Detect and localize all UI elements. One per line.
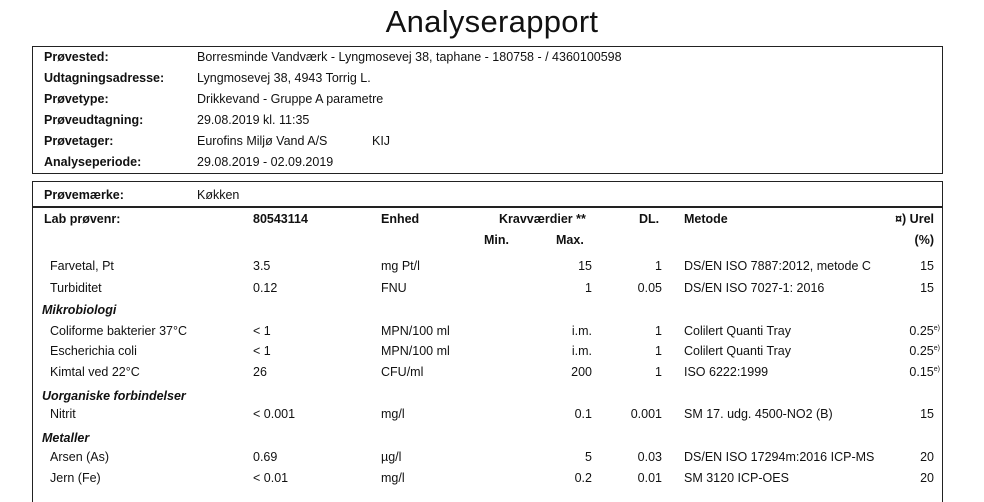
row-result: 0.69 bbox=[253, 450, 278, 464]
row-name: Escherichia coli bbox=[50, 344, 137, 358]
row-dl: 1 bbox=[655, 259, 662, 273]
urel-value: 20 bbox=[920, 450, 934, 464]
section-heading: Mikrobiologi bbox=[42, 303, 117, 317]
row-unit: CFU/ml bbox=[381, 365, 424, 379]
row-urel bbox=[870, 344, 940, 358]
urel-value: 15 bbox=[920, 281, 934, 295]
report-title: Analyserapport bbox=[385, 4, 599, 39]
urel-footnote: e) bbox=[933, 344, 940, 352]
row-unit: MPN/100 ml bbox=[381, 344, 450, 358]
col-lab: Lab prøvenr: bbox=[44, 212, 121, 226]
section-heading: Metaller bbox=[42, 431, 90, 445]
col-min: Min. bbox=[484, 233, 509, 247]
row-result: < 0.001 bbox=[253, 407, 296, 421]
urel-value: 0.15 bbox=[909, 365, 934, 379]
urel-value: 15 bbox=[920, 259, 934, 273]
urel-value: 0.25 bbox=[909, 324, 934, 338]
row-unit: mg/l bbox=[381, 471, 405, 485]
divider bbox=[32, 206, 942, 208]
header-value: 29.08.2019 kl. 11:35 bbox=[197, 113, 310, 127]
row-unit: FNU bbox=[381, 281, 407, 295]
row-name: Jern (Fe) bbox=[50, 471, 101, 485]
row-max: 5 bbox=[585, 450, 592, 464]
row-name: Arsen (As) bbox=[50, 450, 110, 464]
row-result: 26 bbox=[253, 365, 267, 379]
row-result: < 0.01 bbox=[253, 471, 289, 485]
row-dl: 1 bbox=[655, 365, 662, 379]
col-urel: ¤) Urel bbox=[895, 212, 934, 226]
urel-value: 0.25 bbox=[909, 344, 934, 358]
row-method: ISO 6222:1999 bbox=[684, 365, 769, 379]
row-max: 200 bbox=[571, 365, 592, 379]
header-value: Borresminde Vandværk - Lyngmosevej 38, taphane - 180758 - / 4360100598 bbox=[197, 50, 622, 64]
urel-value: 20 bbox=[920, 471, 934, 485]
row-method: Colilert Quanti Tray bbox=[684, 324, 791, 338]
header-value: Drikkevand - Gruppe A parametre bbox=[197, 92, 384, 106]
row-result: 0.12 bbox=[253, 281, 278, 295]
row-name: Kimtal ved 22°C bbox=[50, 365, 140, 379]
row-dl: 1 bbox=[655, 324, 662, 338]
row-max: 0.1 bbox=[574, 407, 592, 421]
row-unit: µg/l bbox=[381, 450, 402, 464]
marker-label: Prøvemærke: bbox=[44, 188, 124, 202]
row-urel bbox=[870, 259, 934, 273]
row-max: i.m. bbox=[571, 324, 592, 338]
row-urel bbox=[870, 450, 934, 464]
header-label: Analyseperiode: bbox=[44, 155, 142, 169]
header-label: Prøveudtagning: bbox=[44, 113, 144, 127]
col-labno: 80543114 bbox=[253, 212, 308, 226]
header-value: Lyngmosevej 38, 4943 Torrig L. bbox=[197, 71, 371, 85]
urel-value: 15 bbox=[920, 407, 934, 421]
row-name: Farvetal, Pt bbox=[50, 259, 114, 273]
row-method: SM 17. udg. 4500-NO2 (B) bbox=[684, 407, 833, 421]
row-urel bbox=[870, 281, 934, 295]
col-method: Metode bbox=[684, 212, 728, 226]
section-heading: Uorganiske forbindelser bbox=[42, 389, 186, 403]
row-dl: 0.03 bbox=[637, 450, 662, 464]
row-max: 1 bbox=[585, 281, 592, 295]
row-unit: mg Pt/l bbox=[381, 259, 420, 273]
col-max: Max. bbox=[556, 233, 584, 247]
row-method: DS/EN ISO 7027-1: 2016 bbox=[684, 281, 825, 295]
row-name: Nitrit bbox=[50, 407, 76, 421]
col-req: Kravværdier ** bbox=[499, 212, 586, 226]
col-dl: DL. bbox=[639, 212, 660, 226]
row-urel bbox=[870, 365, 940, 379]
row-max: 15 bbox=[578, 259, 592, 273]
row-urel bbox=[870, 407, 934, 421]
row-max: 0.2 bbox=[574, 471, 592, 485]
row-dl: 0.001 bbox=[630, 407, 662, 421]
row-dl: 0.05 bbox=[637, 281, 662, 295]
row-dl: 1 bbox=[655, 344, 662, 358]
header-value: Eurofins Miljø Vand A/S bbox=[197, 134, 328, 148]
row-name: Coliforme bakterier 37°C bbox=[50, 324, 187, 338]
header-label: Prøvetype: bbox=[44, 92, 109, 106]
header-label: Prøvested: bbox=[44, 50, 109, 64]
row-result: < 1 bbox=[253, 344, 271, 358]
row-method: Colilert Quanti Tray bbox=[684, 344, 791, 358]
header-extra: KIJ bbox=[372, 134, 391, 148]
header-label: Udtagningsadresse: bbox=[44, 71, 165, 85]
row-dl: 0.01 bbox=[637, 471, 662, 485]
sample-info-box bbox=[32, 46, 943, 174]
col-unit: Enhed bbox=[381, 212, 420, 226]
header-label: Prøvetager: bbox=[44, 134, 114, 148]
marker-value: Køkken bbox=[197, 188, 240, 202]
row-method: SM 3120 ICP-OES bbox=[684, 471, 789, 485]
row-method: DS/EN ISO 17294m:2016 ICP-MS bbox=[684, 450, 875, 464]
row-unit: MPN/100 ml bbox=[381, 324, 450, 338]
row-method: DS/EN ISO 7887:2012, metode C bbox=[684, 259, 871, 273]
urel-footnote: e) bbox=[933, 324, 940, 332]
row-name: Turbiditet bbox=[50, 281, 102, 295]
row-urel bbox=[870, 471, 934, 485]
row-max: i.m. bbox=[571, 344, 592, 358]
urel-footnote: e) bbox=[933, 365, 940, 373]
row-result: 3.5 bbox=[253, 259, 271, 273]
header-value: 29.08.2019 - 02.09.2019 bbox=[197, 155, 334, 169]
row-urel bbox=[870, 324, 940, 338]
row-result: < 1 bbox=[253, 324, 271, 338]
col-pct: (%) bbox=[914, 233, 934, 247]
row-unit: mg/l bbox=[381, 407, 405, 421]
